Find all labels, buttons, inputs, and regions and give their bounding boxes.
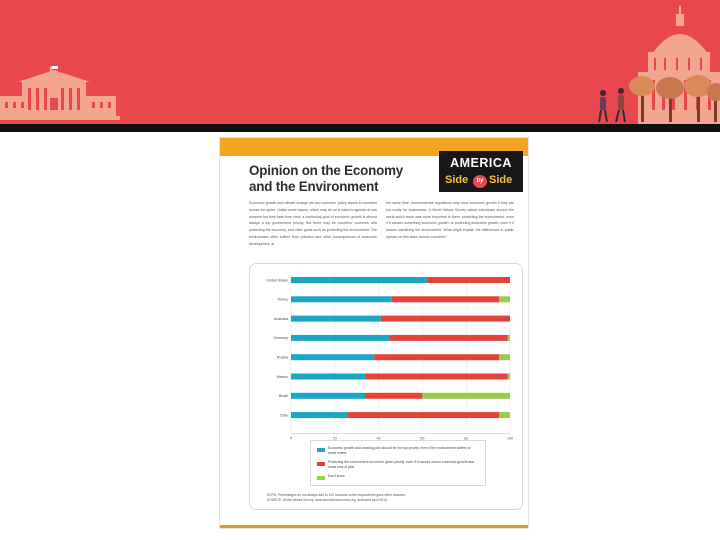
x-tick-label: 60 (420, 436, 425, 441)
category-label: Mexico (276, 374, 288, 379)
chart-source-line: SOURCE: World Values Survey, www.worldvaluessurvey.org, accessed April 2016. (267, 497, 388, 502)
bar-segment (427, 277, 510, 283)
category-label: Brazil (279, 394, 288, 399)
category-label: Australia (274, 316, 288, 321)
logo-line-1: AMERICA (450, 156, 512, 170)
title-line-1: Opinion on the Economy (249, 163, 404, 178)
bar-segment (499, 354, 510, 360)
bar-segment (374, 354, 499, 360)
bar-segment (422, 393, 510, 399)
logo-word-side: Side (445, 174, 469, 186)
bar-segment (291, 335, 390, 341)
category-label: United States (266, 278, 288, 283)
capitol-dome-illustration (638, 6, 720, 124)
legend-swatch-dont-know (317, 476, 325, 480)
people-walking-illustration (599, 88, 625, 122)
header-divider (0, 124, 720, 132)
chart-legend (310, 440, 486, 486)
x-tick-label: 20 (332, 436, 337, 441)
document-title (249, 163, 429, 195)
legend-label-dont-know: Don't know (328, 474, 345, 478)
logo-by-badge: by (473, 175, 487, 188)
bar-segment (291, 412, 348, 418)
bar-segment (390, 335, 508, 341)
bar-segment (381, 316, 510, 322)
category-label: Turkey (277, 297, 288, 302)
bar-segment (348, 412, 499, 418)
america-side-by-side-logo (439, 151, 523, 192)
category-label: Russia (277, 355, 288, 360)
legend-label-economy: Economic growth and creating jobs should be the top priority, even if the environment suffers to some extent (328, 446, 471, 455)
x-tick-label: 40 (376, 436, 381, 441)
bar-segment (392, 296, 499, 302)
intro-paragraph-right: the same time, environmental regulations may slow economic growth if they are too costly for businesses. A World Values Survey asked individuals around the world which issue was more important to them: protecting the environment, even if it causes something economic growth, or protecting economic growth, even if it means sacrificing the environment. What might explain the differences in public opinion on this issue across countries? (386, 201, 514, 239)
x-tick-label: 80 (464, 436, 469, 441)
x-tick-label: 0 (290, 436, 292, 441)
bar-segment (365, 374, 507, 380)
category-label: Chile (279, 413, 288, 418)
legend-item-dont-know (317, 474, 483, 487)
legend-label-environment: Protecting the environment should be given priority, even if it causes slower economic growth and some loss of jobs (328, 460, 475, 469)
bar-segment (499, 296, 510, 302)
header-banner (0, 0, 720, 124)
bar-segment (291, 354, 374, 360)
chart-note-line: NOTE: Percentages do not always add to 100 because some respondents gave other answers. (267, 493, 407, 497)
document-bottom-bar (220, 525, 528, 528)
white-house-illustration (0, 66, 120, 120)
legend-swatch-economy (317, 448, 325, 452)
legend-swatch-environment (317, 462, 325, 466)
intro-paragraph-left: Economic growth and climate change are two countries' policy issues in countries across the globe. Unlike some issues, which may be on a nation's agenda at one moment but then fade from view, a continuing goal of economic growth is almost always a top government priority. But there may be countries' concerns with protecting the economy, and other goals such as protecting the environment. The environment often suffers from pollution and other consequences of economic development, at (249, 201, 377, 246)
document-page (219, 137, 529, 529)
logo-word-side-2: Side (489, 174, 513, 186)
category-label: Germany (273, 336, 288, 341)
legend-item-environment (317, 460, 483, 473)
chart-source-note (267, 493, 517, 503)
bar-segment (508, 374, 510, 380)
legend-item-economy (317, 446, 483, 459)
title-line-2: and the Environment (249, 179, 379, 194)
bar-segment (508, 335, 510, 341)
bar-segment (365, 393, 422, 399)
bar-segment (291, 316, 381, 322)
bar-segment (499, 412, 510, 418)
bar-segment (291, 374, 365, 380)
bar-segment (291, 277, 427, 283)
bar-segment (291, 393, 365, 399)
x-tick-label: 100 (507, 436, 513, 441)
bar-segment (291, 296, 392, 302)
bar-chart (250, 264, 524, 441)
chart-card (249, 263, 523, 510)
